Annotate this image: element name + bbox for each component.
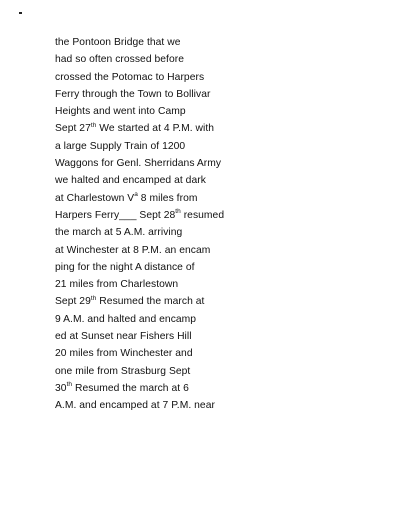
text-line: [55, 259, 375, 276]
text-line: [55, 311, 375, 328]
line-text: we halted and encamped at dark: [55, 175, 206, 187]
line-text: Resumed the march at: [96, 296, 205, 308]
line-text: resumed: [180, 209, 225, 221]
line-text: We started at 4 P.M. with: [96, 123, 215, 135]
text-line: [55, 34, 375, 51]
text-line: [55, 172, 375, 189]
line-text: one mile from Strasburg Sept: [55, 365, 191, 377]
text-line: [55, 293, 375, 310]
line-text: Resumed the march at 6: [72, 382, 189, 394]
text-line: [55, 86, 375, 103]
line-text: Waggons for Genl. Sherridans Army: [55, 158, 222, 170]
line-text: had so often crossed before: [55, 54, 184, 66]
text-line: [55, 397, 375, 414]
line-text: 30: [55, 382, 67, 394]
line-text: at Charlestown V: [55, 192, 135, 204]
superscript-text: th: [175, 208, 181, 216]
text-line: [55, 363, 375, 380]
line-text: crossed the Potomac to Harpers: [55, 71, 205, 83]
text-line: [55, 242, 375, 259]
text-line: [55, 155, 375, 172]
page-speck: [19, 12, 22, 14]
line-text: ping for the night A distance of: [55, 261, 195, 273]
superscript-text: th: [90, 294, 97, 302]
text-line: [55, 207, 375, 224]
text-line: [55, 276, 375, 293]
text-line: [55, 69, 375, 86]
line-text: the Pontoon Bridge that we: [55, 37, 181, 48]
line-text: a large Supply Train of 1200: [55, 140, 186, 152]
line-text: Sept 29: [55, 296, 91, 308]
text-line: [55, 328, 375, 345]
line-text: at Winchester at 8 P.M. an encam: [55, 244, 211, 256]
line-text: ed at Sunset near Fishers Hill: [55, 331, 192, 343]
line-text: Harpers Ferry___ Sept 28: [55, 209, 176, 221]
superscript-text: a: [134, 190, 138, 198]
text-line: [55, 224, 375, 241]
superscript-text: th: [66, 381, 73, 389]
line-text: Heights and went into Camp: [55, 106, 186, 118]
text-line: [55, 380, 375, 397]
line-text: 9 A.M. and halted and encamp: [55, 313, 197, 325]
line-text: 21 miles from Charlestown: [55, 279, 179, 291]
text-line: [55, 103, 375, 120]
text-line: [55, 51, 375, 68]
text-line: [55, 120, 375, 137]
text-line: [55, 138, 375, 155]
line-text: 8 miles from: [137, 192, 198, 204]
line-text: Ferry through the Town to Bollivar: [55, 88, 211, 100]
text-line: [55, 345, 375, 362]
superscript-text: th: [90, 121, 97, 129]
line-text: the march at 5 A.M. arriving: [55, 227, 183, 239]
transcription-text: [55, 34, 375, 415]
line-text: 20 miles from Winchester and: [55, 348, 193, 360]
line-text: A.M. and encamped at 7 P.M. near: [55, 400, 215, 412]
line-text: Sept 27: [55, 123, 91, 135]
text-line: [55, 190, 375, 207]
